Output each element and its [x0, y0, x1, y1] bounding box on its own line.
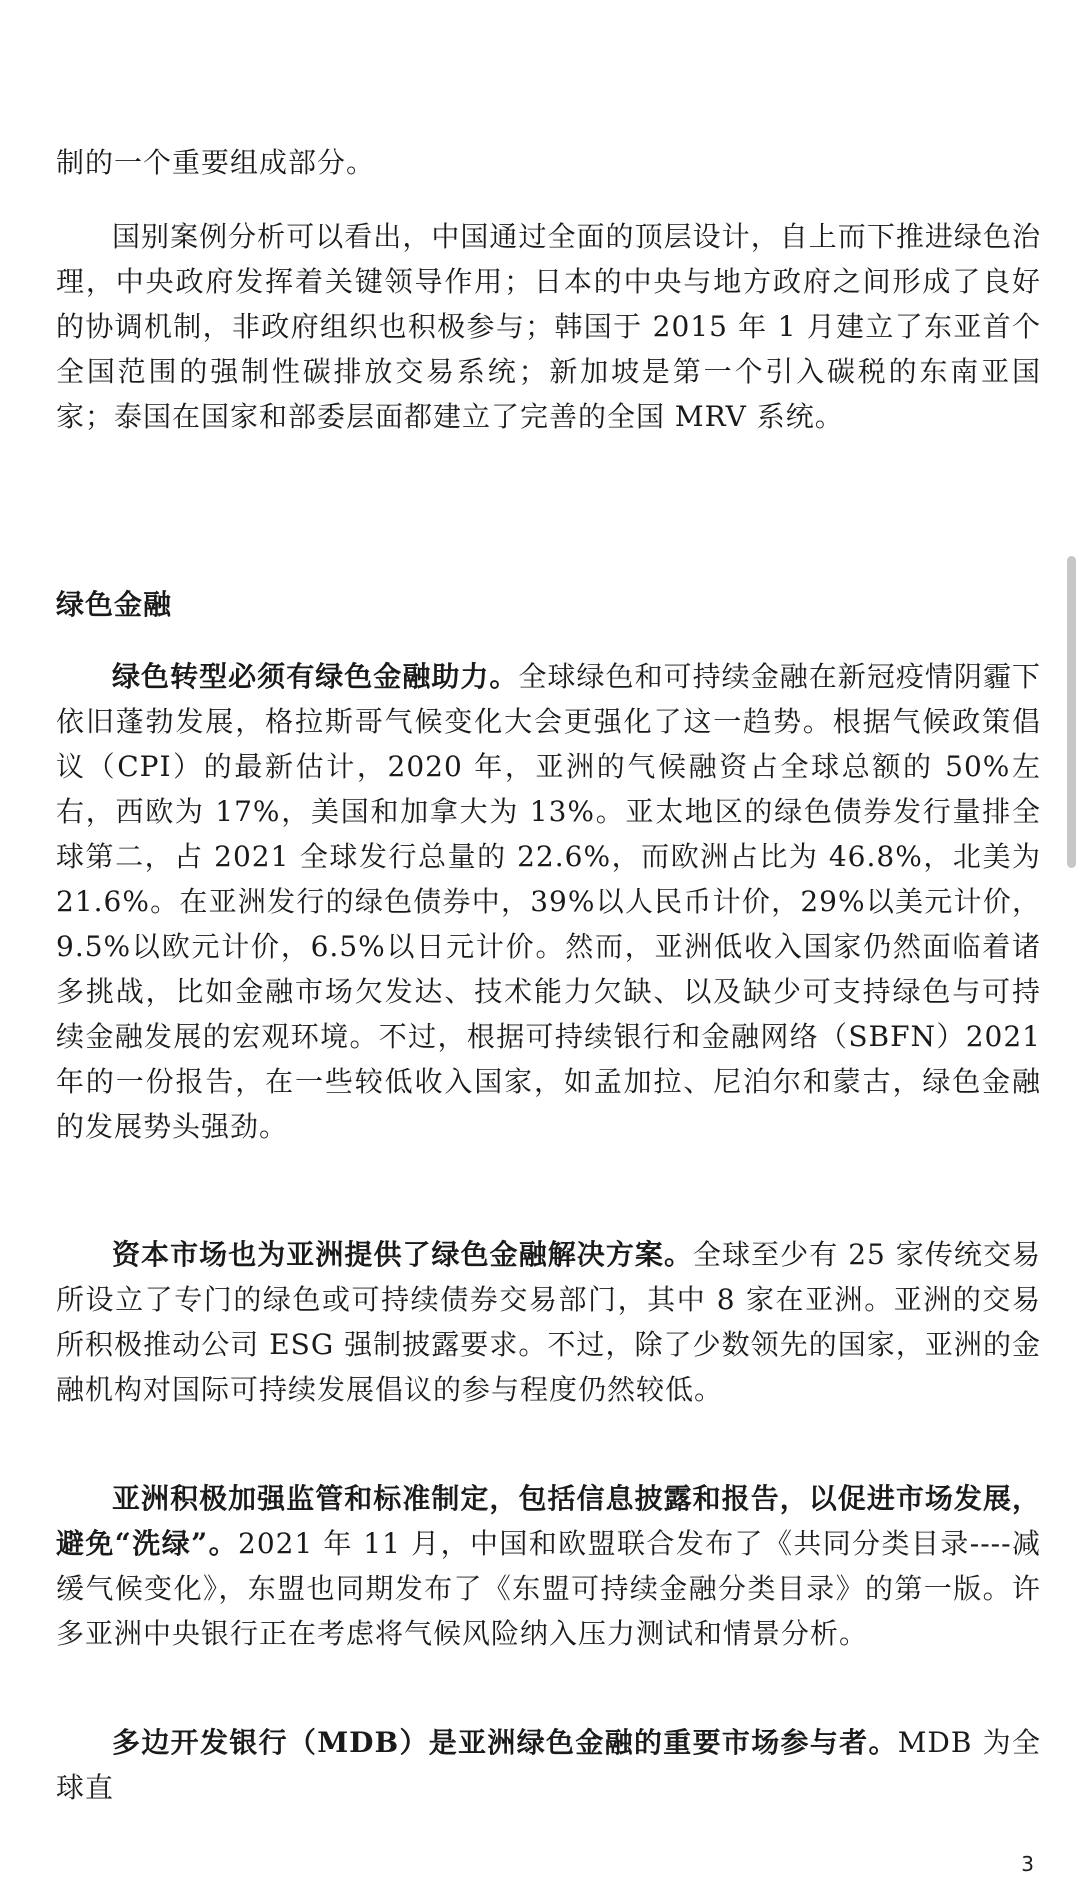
paragraph-lead: 绿色转型必须有绿色金融助力。 — [112, 660, 519, 693]
paragraph-lead: 多边开发银行（MDB）是亚洲绿色金融的重要市场参与者。 — [112, 1726, 898, 1759]
paragraph-mdb — [56, 1720, 1041, 1810]
page-number: 3 — [1021, 1852, 1034, 1876]
paragraph-text: 全球绿色和可持续金融在新冠疫情阴霾下依旧蓬勃发展，格拉斯哥气候变化大会更强化了这一趋势。根据气候政策倡议（CPI）的最新估计，2020 年，亚洲的气候融资占全球总额的 50%左右，西欧为 17%，美国和加拿大为 13%。亚太地区的绿色债券发行量排全球第二，占 2021 全球发行总量的 22.6%，而欧洲占比为 46.8%，北美为 21.6%。在亚洲发行的绿色债券中，39%以人民币计价，29%以美元计价，9.5%以欧元计价，6.5%以日元计价。然而，亚洲低收入国家仍然面临着诸多挑战，比如金融市场欠发达、技术能力欠缺、以及缺少可支持绿色与可持续金融发展的宏观环境。不过，根据可持续银行和金融网络（SBFN）2021 年的一份报告，在一些较低收入国家，如孟加拉、尼泊尔和蒙古，绿色金融的发展势头强劲。 — [56, 660, 1041, 1143]
paragraph-text: 2021 年 11 月，中国和欧盟联合发布了《共同分类目录----减缓气候变化》，东盟也同期发布了《东盟可持续金融分类目录》的第一版。许多亚洲中央银行正在考虑将气候风险纳入压力测试和情景分析。 — [56, 1527, 1041, 1650]
scrollbar-thumb[interactable] — [1067, 556, 1076, 868]
paragraph-text: 国别案例分析可以看出，中国通过全面的顶层设计，自上而下推进绿色治理，中央政府发挥着关键领导作用；日本的中央与地方政府之间形成了良好的协调机制，非政府组织也积极参与；韩国于 2015 年 1 月建立了东亚首个全国范围的强制性碳排放交易系统；新加坡是第一个引入碳税的东南亚国家；泰国在国家和部委层面都建立了完善的全国 MRV 系统。 — [56, 220, 1041, 433]
paragraph-lead: 资本市场也为亚洲提供了绿色金融解决方案。 — [112, 1238, 694, 1271]
paragraph-text: 制的一个重要组成部分。 — [56, 146, 376, 179]
paragraph-regulation — [56, 1476, 1041, 1656]
section-heading: 绿色金融 — [56, 588, 173, 621]
paragraph-lead: 亚洲积极加强监管和标准制定，包括信息披露和报告，以促进市场发展，避免“洗绿”。 — [56, 1482, 1041, 1560]
paragraph-text: 全球至少有 25 家传统交易所设立了专门的绿色或可持续债券交易部门，其中 8 家在亚洲。亚洲的交易所积极推动公司 ESG 强制披露要求。不过，除了少数领先的国家，亚洲的金融机构对国际可持续发展倡议的参与程度仍然较低。 — [56, 1238, 1041, 1406]
paragraph-country-cases — [56, 214, 1041, 439]
paragraph-text: MDB 为全球直 — [56, 1726, 1041, 1804]
paragraph-green-finance — [56, 654, 1041, 1149]
paragraph-capital-markets — [56, 1232, 1041, 1412]
paragraph-continuation — [56, 140, 1041, 185]
